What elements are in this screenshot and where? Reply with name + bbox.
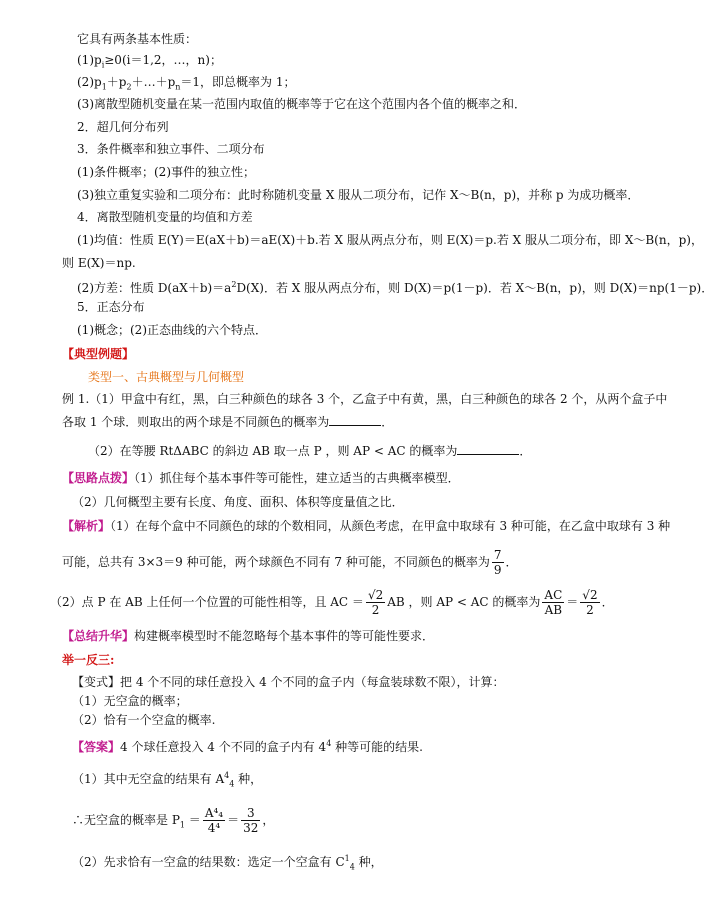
text-line [77,52,222,73]
text-seg: AB ，则 AP < AC 的概率为 [387,595,541,609]
text-seg: （1）抓住每个基本事件等可能性，建立适当的古典概率模型． [134,471,460,485]
text-line: (1)条件概率；(2)事件的独立性； [77,165,255,179]
type-heading: 类型一、古典概型与几何概型 [88,370,245,384]
fraction [366,588,385,617]
numerator: A⁴₄ [204,806,224,820]
variant-line: （1）无空盒的概率； [72,694,188,708]
subscript: 1 [101,82,107,92]
typical-examples-heading: 【典型例题】 [62,347,135,361]
text-seg: 种， [234,772,263,786]
superscript: 2 [231,280,237,289]
example-line: 例 1.（1）甲盒中有红，黑，白三种颜色的球各 3 个，乙盒子中有黄，黑，白三种颜色的球各 2 个，从两个盒子中 [62,392,668,406]
section-heading: 4．离散型随机变量的均值和方差 [77,210,253,224]
text-seg: ， [262,813,275,827]
text-seg: (1)p [77,53,102,67]
answer-line [72,736,423,755]
text-seg: 种， [354,855,383,869]
text-line: 它具有两条基本性质： [77,32,198,46]
text-seg: 种等可能的结果. [331,740,423,754]
numerator: 3 [241,806,260,821]
answer-line [72,851,383,875]
solution-tag: 【解析】 [62,519,111,533]
text-seg: ＝ [227,813,240,827]
text-line [77,277,713,296]
text-line: (1)概念；(2)正态曲线的六个特点． [77,323,267,337]
solution-line [50,587,614,617]
section-heading: 3．条件概率和独立事件、二项分布 [77,142,265,156]
subscript: 2 [126,82,132,92]
answer-blank [457,443,519,455]
example-line [88,443,531,459]
summary-line [62,628,434,644]
numerator: √2 [367,588,384,602]
text-seg: (2)方差：性质 D(aX＋b)＝a [77,281,232,295]
text-seg: ＝ [566,595,579,609]
hint-line: （2）几何概型主要有长度、角度、面积、体积等度量值之比． [72,495,404,509]
text-seg: 可能，总共有 3×3＝9 种可能，两个球颜色不同有 7 种可能，不同颜色的概率为 [62,555,490,569]
numerator: √2 [582,588,598,602]
denominator: 4⁴ [207,821,221,835]
text-seg: ＝ [184,813,201,827]
text-seg: ＝1，即总概率为 1； [180,75,296,89]
text-seg: (2)p [77,75,102,89]
answer-blank [329,414,381,426]
text-seg: ∴无空盒的概率是 P [72,813,180,827]
text-seg: 4 个球任意投入 4 个不同的盒子内有 4 [120,740,327,754]
text-seg: ． [505,555,518,569]
fraction [492,548,504,577]
answer-line [72,805,274,840]
denominator: AB [544,603,563,617]
text-line [77,74,296,95]
hint-tag: 【思路点拨】 [62,471,135,485]
variant-line: 【变式】把 4 个不同的球任意投入 4 个不同的盒子内（每盒装球数不限），计算： [72,675,505,689]
fraction [580,588,599,617]
one-to-three-heading: 举一反三: [62,653,115,667]
hint-line [62,470,460,486]
subscript: n [175,82,181,92]
denominator: 9 [493,563,502,577]
denominator: 32 [243,821,259,835]
superscript: 4 [224,771,230,780]
denominator: 2 [371,603,380,617]
text-line: (3)离散型随机变量在某一范围内取值的概率等于它在这个范围内各个值的概率之和． [77,97,527,111]
text-seg: （2）在等腰 RtΔABC 的斜边 AB 取一点 P ，则 AP < AC 的概率为 [88,444,458,458]
text-seg: （1）其中无空盒的结果有 A [72,772,225,786]
superscript: 4 [326,739,332,748]
text-seg: ． [601,595,614,609]
section-heading: 2．超几何分布列 [77,120,169,134]
text-seg: （2）点 P 在 AB 上任何一个位置的可能性相等，且 AC ＝ [50,595,364,609]
answer-tag: 【答案】 [72,740,121,754]
text-seg: D(X)．若 X 服从两点分布，则 D(X)＝p(1－p)．若 X～B(n，p)，则 D(X)＝np(1－p)． [236,281,713,295]
subscript: 4 [349,862,355,872]
text-seg: ＋…＋p [131,75,176,89]
variant-line: （2）恰有一个空盒的概率. [72,713,216,727]
text-seg: （2）先求恰有一空盒的结果数：选定一个空盒有 C [72,855,345,869]
summary-tag: 【总结升华】 [62,629,135,643]
subscript: i [101,60,105,70]
text-line: 则 E(X)＝np. [62,256,136,270]
superscript: 1 [344,854,350,863]
numerator: AC [544,588,563,602]
answer-line [72,768,262,792]
fraction [203,806,225,835]
text-seg: ＋p [106,75,127,89]
example-line [62,414,393,430]
denominator: 2 [586,603,594,617]
text-line: (1)均值：性质 E(Y)＝E(aX＋b)＝aE(X)＋b.若 X 服从两点分布，则 E(X)＝p.若 X 服从二项分布，即 X～B(n，p)， [77,233,703,247]
text-line: (3)独立重复实验和二项分布：此时称随机变量 X 服从二项分布，记作 X～B(n，p)，并称 p 为成功概率． [77,188,640,202]
section-heading: 5．正态分布 [77,300,145,314]
subscript: 1 [179,820,185,830]
solution-line [62,518,670,534]
subscript: 4 [229,779,235,789]
text-seg: 构建概率模型时不能忽略每个基本事件的等可能性要求． [134,629,435,643]
text-seg: ． [519,444,532,458]
fraction [241,806,260,835]
numerator: 7 [493,548,502,562]
solution-line [62,547,518,577]
text-seg: ≥0(i＝1,2，…，n)； [104,53,222,67]
text-seg: （1）在每个盒中不同颜色的球的个数相同，从颜色考虑，在甲盒中取球有 3 种可能，在乙盒中取球有 3 种 [110,519,671,533]
text-seg: ． [381,415,394,429]
fraction [542,588,564,617]
text-seg: 各取 1 个球．则取出的两个球是不同颜色的概率为 [62,415,330,429]
